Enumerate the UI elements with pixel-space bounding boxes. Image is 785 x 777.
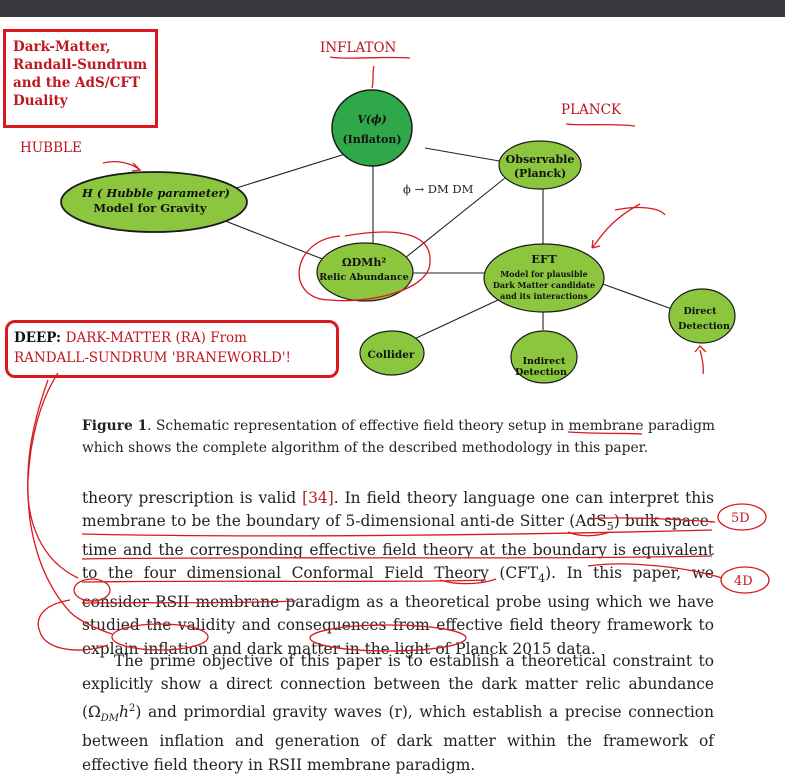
node-observable-line1: Observable <box>505 153 575 166</box>
node-hubble-line1: H ( Hubble parameter) <box>82 186 230 200</box>
node-observable-line2: (Planck) <box>513 167 567 180</box>
node-hubble <box>61 172 247 232</box>
diagram-edges <box>210 148 672 340</box>
node-eft <box>484 244 604 312</box>
node-relic-line2: Relic Abundance <box>319 272 409 283</box>
node-relic-line1: ΩDMh² <box>341 256 387 269</box>
node-inflaton-line2: (Inflaton) <box>342 133 402 146</box>
p2-text-a: The prime objective of this paper is to establish a theoretical constraint to explicitly show a direct connection between the dark matter relic abundance (Ω <box>82 652 714 721</box>
note-4d: 4D <box>734 574 753 589</box>
node-eft-line2: Model for plausible <box>500 269 588 279</box>
note-5d: 5D <box>731 511 750 526</box>
p2-text-b: ) and primordial gravity waves (r), which establish a precise connection between inflation and generation of dark matter within the framework of effective field theory in RSII membrane paradigm. <box>82 702 714 774</box>
edge-label-decay: ϕ → DM DM <box>403 182 474 196</box>
p2-h: h <box>119 702 129 721</box>
p1-text-b: . In field theory language one can interpret this membrane to be the boundary of 5-dimensional anti-de Sitter (AdS <box>82 489 714 531</box>
deep-line-1-red: DARK-MATTER (RA) From <box>65 330 247 346</box>
edge-inflaton-hubble <box>230 150 358 190</box>
deep-line-2: RANDALL-SUNDRUM 'BRANEWORLD'! <box>14 350 291 366</box>
paragraph-1 <box>82 487 714 661</box>
title-line-1: Dark-Matter, <box>13 39 111 55</box>
paragraph-2 <box>82 650 714 777</box>
node-indirect <box>511 331 577 383</box>
label-hubble: HUBBLE <box>20 140 82 156</box>
citation-link[interactable]: [34] <box>302 489 334 507</box>
title-line-4: Duality <box>13 93 68 109</box>
circle-5d <box>718 504 766 530</box>
edge-inflaton-observable <box>425 148 505 162</box>
title-annotation-box <box>3 29 158 128</box>
p2-sup-2: 2 <box>128 702 136 714</box>
node-collider <box>360 331 424 375</box>
node-inflaton <box>332 90 412 166</box>
title-line-3: and the AdS/CFT <box>13 75 141 91</box>
figure-caption-text: . Schematic representation of effective field theory setup in membrane paradigm which shows the complete algorithm of the described methodology in this paper. <box>82 418 716 456</box>
node-indirect-line2: Detection <box>515 367 567 378</box>
connector-deep-to-rsii <box>28 373 78 578</box>
p1-sub-4: 4 <box>538 572 546 586</box>
title-line-2: Randall-Sundrum <box>13 57 148 73</box>
p2-sub-dm: DM <box>100 713 120 725</box>
node-direct-line2: Detection <box>678 321 730 332</box>
node-inflaton-line1: V(ϕ) <box>357 113 387 126</box>
label-inflaton: INFLATON <box>320 40 397 56</box>
edge-hubble-relic <box>210 215 325 260</box>
figure-label: Figure 1 <box>82 418 148 434</box>
node-direct <box>669 289 735 343</box>
label-planck: PLANCK <box>561 102 622 118</box>
p1-text-d: ). In this paper, we consider RSII membrane paradigm as a theoretical probe using which we have studied the validity and consequences from effective field theory framework to explain inflation and dark matter in the light of Planck 2015 data. <box>82 564 714 658</box>
figure-caption <box>82 415 722 459</box>
node-collider-line1: Collider <box>367 349 415 361</box>
p1-text-a: theory prescription is valid <box>82 489 303 507</box>
edge-eft-direct <box>600 283 672 309</box>
edge-eft-collider <box>412 300 498 340</box>
p1-sub-5: 5 <box>606 520 614 534</box>
node-observable <box>499 141 581 189</box>
deep-annotation-box <box>5 320 339 378</box>
deep-line-1 <box>14 330 247 346</box>
node-direct-line1: Direct <box>683 306 717 317</box>
node-indirect-line1: Indirect <box>522 356 566 367</box>
node-eft-line1: EFT <box>531 252 557 266</box>
node-hubble-line2: Model for Gravity <box>93 201 207 215</box>
circle-4d <box>721 567 769 593</box>
node-eft-line3: Dark Matter candidate <box>492 280 596 290</box>
p1-text-c: ) bulk space-time and the corresponding effective field theory at the boundary is equivalent to the four dimensional Conformal Field Theory (CFT <box>82 512 715 583</box>
node-eft-line4: and its interactions <box>500 291 588 301</box>
deep-prefix: DEEP: <box>14 330 61 346</box>
